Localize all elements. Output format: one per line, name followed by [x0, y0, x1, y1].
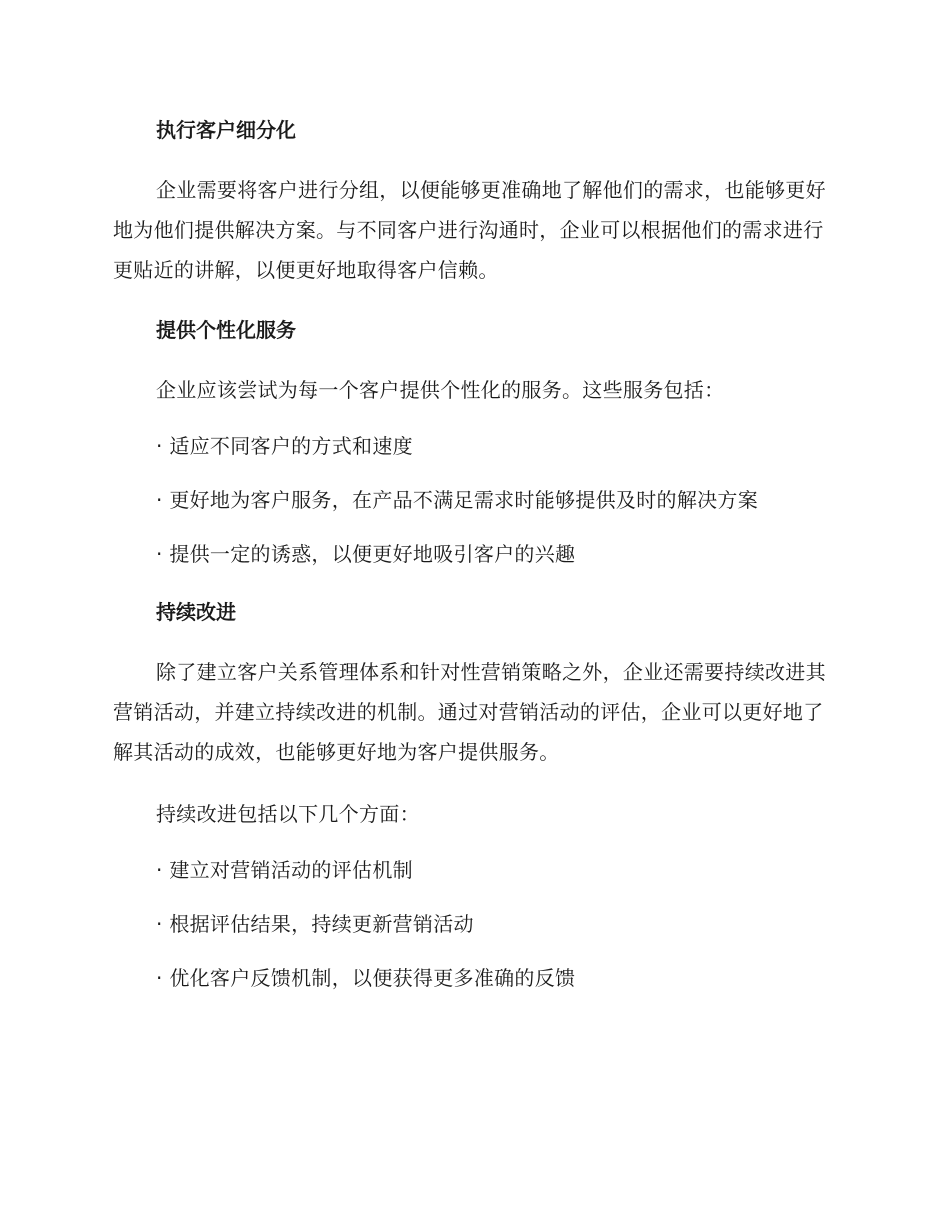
list-item: · 更好地为客户服务，在产品不满足需求时能够提供及时的解决方案 — [156, 488, 759, 512]
list-item: · 提供一定的诱惑，以便更好地吸引客户的兴趣 — [156, 542, 576, 566]
section-paragraph-customer-segmentation: 企业需要将客户进行分组，以便能够更准确地了解他们的需求，也能够更好地为他们提供解决方案。与不同客户进行沟通时，企业可以根据他们的需求进行更贴近的讲解，以便更好地取得客户信赖。 — [113, 178, 826, 282]
list-item: · 根据评估结果，持续更新营销活动 — [156, 912, 474, 936]
section-heading-continuous-improvement: 持续改进 — [156, 600, 236, 624]
list-item: · 建立对营销活动的评估机制 — [156, 858, 413, 882]
section-intro-continuous-improvement: 持续改进包括以下几个方面： — [156, 802, 420, 826]
section-heading-customer-segmentation: 执行客户细分化 — [156, 118, 296, 142]
list-item: · 优化客户反馈机制，以便获得更多准确的反馈 — [156, 966, 576, 990]
list-item: · 适应不同客户的方式和速度 — [156, 434, 413, 458]
section-heading-personalized-service: 提供个性化服务 — [156, 318, 296, 342]
section-intro-personalized-service: 企业应该尝试为每一个客户提供个性化的服务。这些服务包括： — [156, 378, 725, 402]
section-paragraph-continuous-improvement: 除了建立客户关系管理体系和针对性营销策略之外，企业还需要持续改进其营销活动，并建立持续改进的机制。通过对营销活动的评估，企业可以更好地了解其活动的成效，也能够更好地为客户提供服务。 — [113, 660, 826, 764]
